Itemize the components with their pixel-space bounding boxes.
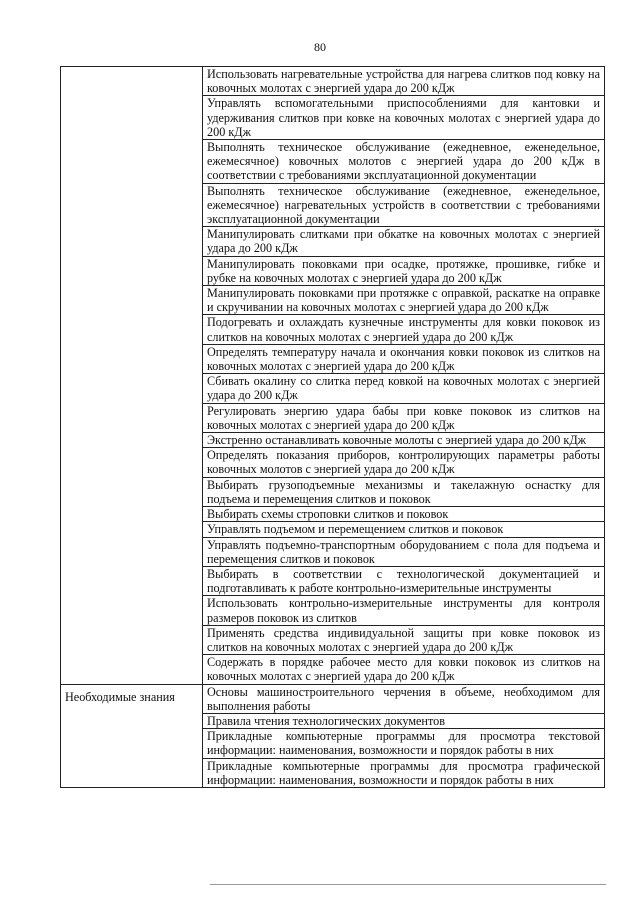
- page-bottom-rule: [210, 884, 606, 885]
- requirement-item: Подогревать и охлаждать кузнечные инструменты для ковки поковок из слитков на ковочных молотах с энергией удара до 200 кДж: [203, 315, 605, 344]
- requirement-item: Манипулировать слитками при обкатке на ковочных молотах с энергией удара до 200 кДж: [203, 227, 605, 256]
- requirement-item: Использовать контрольно-измерительные инструменты для контроля размеров поковок из слитков: [203, 596, 605, 625]
- requirement-item: Сбивать окалину со слитка перед ковкой на ковочных молотах с энергией удара до 200 кДж: [203, 374, 605, 403]
- requirement-item: Регулировать энергию удара бабы при ковке поковок из слитков на ковочных молотах с энергией удара до 200 кДж: [203, 403, 605, 432]
- requirement-item: Содержать в порядке рабочее место для ковки поковок из слитков на ковочных молотах с энергией удара до 200 кДж: [203, 655, 605, 684]
- requirement-item: Манипулировать поковками при осадке, протяжке, прошивке, гибке и рубке на ковочных молотах с энергией удара до 200 кДж: [203, 256, 605, 285]
- requirement-item: Выбирать схемы строповки слитков и поковок: [203, 507, 605, 522]
- requirement-item: Правила чтения технологических документов: [203, 713, 605, 728]
- section-label: Необходимые знания: [61, 684, 203, 787]
- requirement-item: Управлять вспомогательными приспособлениями для кантовки и удерживания слитков при ковке на ковочных молотах с энергией удара до 200 кДж: [203, 96, 605, 140]
- requirement-item: Экстренно останавливать ковочные молоты с энергией удара до 200 кДж: [203, 433, 605, 448]
- page-number: 80: [314, 40, 326, 54]
- requirements-table: [60, 66, 605, 788]
- requirement-item: Основы машиностроительного черчения в объеме, необходимом для выполнения работы: [203, 684, 605, 713]
- section-label-empty: [61, 67, 203, 685]
- table-row: [61, 684, 605, 713]
- requirement-item: Выполнять техническое обслуживание (ежедневное, еженедельное, ежемесячное) ковочных молотов с энергией удара до 200 кДж в соответствии с требованиями эксплуатационной документации: [203, 140, 605, 184]
- requirement-item: Прикладные компьютерные программы для просмотра графической информации: наименования, возможности и порядок работы в них: [203, 758, 605, 787]
- requirement-item: Определять показания приборов, контролирующих параметры работы ковочных молотов с энергией удара до 200 кДж: [203, 448, 605, 477]
- requirement-item: Выбирать грузоподъемные механизмы и такелажную оснастку для подъема и перемещения слитков и поковок: [203, 477, 605, 506]
- requirement-item: Использовать нагревательные устройства для нагрева слитков под ковку на ковочных молотах с энергией удара до 200 кДж: [203, 67, 605, 96]
- requirement-item: Применять средства индивидуальной защиты при ковке поковок из слитков на ковочных молотах с энергией удара до 200 кДж: [203, 625, 605, 654]
- requirement-item: Определять температуру начала и окончания ковки поковок из слитков на ковочных молотах с энергией удара до 200 кДж: [203, 344, 605, 373]
- requirement-item: Выполнять техническое обслуживание (ежедневное, еженедельное, ежемесячное) нагревательных устройств в соответствии с требованиями эксплуатационной документации: [203, 183, 605, 227]
- table-row: [61, 67, 605, 96]
- requirement-item: Выбирать в соответствии с технологической документацией и подготавливать к работе контрольно-измерительные инструменты: [203, 566, 605, 595]
- requirement-item: Управлять подъемом и перемещением слитков и поковок: [203, 522, 605, 537]
- requirement-item: Манипулировать поковками при протяжке с оправкой, раскатке на оправке и скручивании на ковочных молотах с энергией удара до 200 кДж: [203, 286, 605, 315]
- requirement-item: Прикладные компьютерные программы для просмотра текстовой информации: наименования, возможности и порядок работы в них: [203, 729, 605, 758]
- requirement-item: Управлять подъемно-транспортным оборудованием с пола для подъема и перемещения слитков и поковок: [203, 537, 605, 566]
